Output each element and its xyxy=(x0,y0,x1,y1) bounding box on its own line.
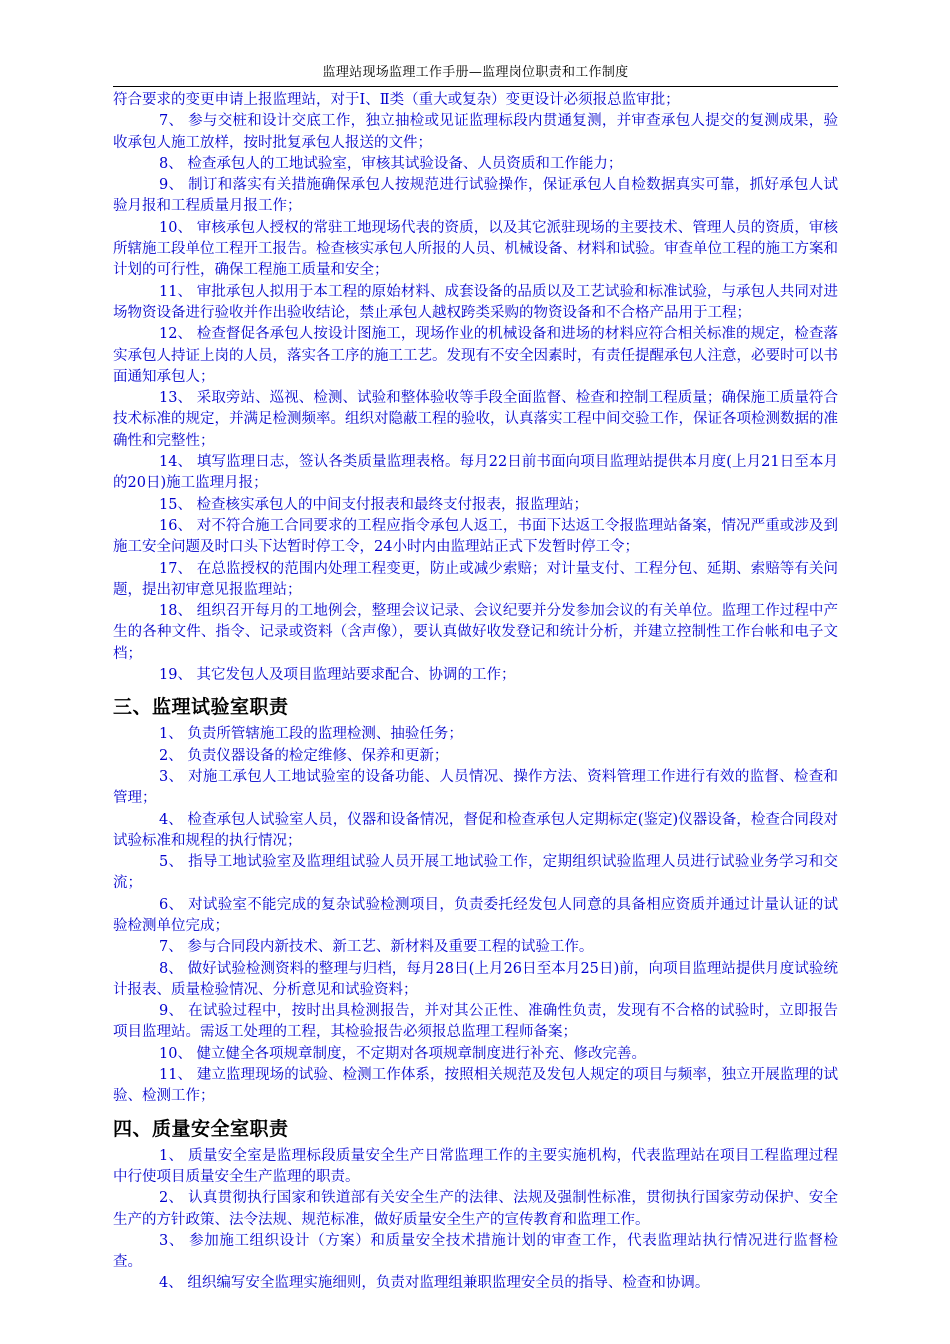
list-item: 12、 检查督促各承包人按设计图施工，现场作业的机械设备和进场的材料应符合相关标准的规定，检查落实承包人持证上岗的人员，落实各工序的施工工艺。发现有不安全因素时，有责任提醒承包人注意，必要时可以书面通知承包人； xyxy=(113,326,838,385)
list-item: 1、 负责所管辖施工段的监理检测、抽验任务； xyxy=(159,726,463,743)
list-item: 16、 对不符合施工合同要求的工程应指令承包人返工，书面下达返工令报监理站备案，情况严重或涉及到施工安全问题及时口头下达暂时停工令，24小时内由监理站正式下发暂时停工令； xyxy=(113,517,838,556)
document-body xyxy=(113,90,838,1295)
list-item: 11、 建立监理现场的试验、检测工作体系，按照相关规范及发包人规定的项目与频率，独立开展监理的试验、检测工作； xyxy=(113,1067,838,1105)
list-item: 19、 其它发包人及项目监理站要求配合、协调的工作； xyxy=(159,667,516,684)
list-item: 7、 参与交桩和设计交底工作，独立抽检或见证监理标段内贯通复测，并审查承包人提交的复测成果，验收承包人施工放样，按时批复承包人报送的文件； xyxy=(113,113,838,151)
document-page xyxy=(113,64,838,1295)
list-item: 6、 对试验室不能完成的复杂试验检测项目，负责委托经发包人同意的具备相应资质并通过计量认证的试验检测单位完成； xyxy=(113,896,838,934)
list-item: 15、 检查核实承包人的中间支付报表和最终支付报表，报监理站； xyxy=(159,496,589,513)
list-item: 14、 填写监理日志，签认各类质量监理表格。每月22日前书面向项目监理站提供本月度(上月21日至本月的20日)施工监理月报； xyxy=(113,454,838,492)
page-header: 监理站现场监理工作手册—监理岗位职责和工作制度 xyxy=(113,64,838,87)
list-item: 18、 组织召开每月的工地例会，整理会议记录、会议纪要并分发参加会议的有关单位。监理工作过程中产生的各种文件、指令、记录或资料（含声像），要认真做好收发登记和统计分析，并建立控制性工作台帐和电子文档； xyxy=(113,603,838,662)
paragraph-continued: 符合要求的变更申请上报监理站，对于Ⅰ、Ⅱ类（重大或复杂）变更设计必须报总监审批； xyxy=(113,92,680,108)
list-item: 9、 在试验过程中，按时出具检测报告，并对其公正性、准确性负责，发现有不合格的试验时，立即报告项目监理站。需返工处理的工程，其检验报告必须报总监理工程师备案； xyxy=(113,1003,838,1041)
list-item: 4、 检查承包人试验室人员，仪器和设备情况，督促和检查承包人定期标定(鉴定)仪器设备，检查合同段对试验标准和规程的执行情况； xyxy=(113,811,838,849)
section-heading-lab: 三、监理试验室职责 xyxy=(113,696,289,719)
list-item: 3、 对施工承包人工地试验室的设备功能、人员情况、操作方法、资料管理工作进行有效的监督、检查和管理； xyxy=(113,768,838,807)
list-item: 8、 检查承包人的工地试验室，审核其试验设备、人员资质和工作能力； xyxy=(159,155,623,172)
list-item: 5、 指导工地试验室及监理组试验人员开展工地试验工作，定期组织试验监理人员进行试验业务学习和交流； xyxy=(113,854,838,892)
list-item: 8、 做好试验检测资料的整理与归档，每月28日(上月26日至本月25日)前，向项目监理站提供月度试验统计报表、质量检验情况、分析意见和试验资料； xyxy=(113,960,838,998)
list-item: 2、 负责仪器设备的检定维修、保养和更新； xyxy=(159,747,449,764)
list-item: 9、 制订和落实有关措施确保承包人按规范进行试验操作，保证承包人自检数据真实可靠，抓好承包人试验月报和工程质量月报工作； xyxy=(113,177,838,215)
list-item: 10、 健立健全各项规章制度，不定期对各项规章制度进行补充、修改完善。 xyxy=(159,1045,647,1062)
list-item: 10、 审核承包人授权的常驻工地现场代表的资质，以及其它派驻现场的主要技术、管理人员的资质，审核所辖施工段单位工程开工报告。检查核实承包人所报的人员、机械设备、材料和试验。审查单位工程的施工方案和计划的可行性，确保工程施工质量和安全； xyxy=(113,219,838,279)
section-heading-quality-safety: 四、质量安全室职责 xyxy=(113,1117,289,1140)
list-item: 11、 审批承包人拟用于本工程的原始材料、成套设备的品质以及工艺试验和标准试验，与承包人共同对进场物资设备进行验收并作出验收结论，禁止承包人越权跨类采购的物资设备和不合格产品用于工程； xyxy=(113,283,838,321)
list-item: 3、 参加施工组织设计（方案）和质量安全技术措施计划的审查工作，代表监理站执行情况进行监督检查。 xyxy=(113,1232,838,1271)
list-item: 7、 参与合同段内新技术、新工艺、新材料及重要工程的试验工作。 xyxy=(159,939,594,956)
list-item: 4、 组织编写安全监理实施细则，负责对监理组兼职监理安全员的指导、检查和协调。 xyxy=(159,1275,710,1292)
list-item: 1、 质量安全室是监理标段质量安全生产日常监理工作的主要实施机构，代表监理站在项目工程监理过程中行使项目质量安全生产监理的职责。 xyxy=(113,1147,838,1185)
list-item: 2、 认真贯彻执行国家和铁道部有关安全生产的法律、法规及强制性标准，贯彻执行国家劳动保护、安全生产的方针政策、法令法规、规范标准，做好质量安全生产的宣传教育和监理工作。 xyxy=(113,1190,838,1228)
list-item: 17、 在总监授权的范围内处理工程变更，防止或减少索赔；对计量支付、工程分包、延期、索赔等有关问题，提出初审意见报监理站； xyxy=(113,560,838,598)
list-item: 13、 采取旁站、巡视、检测、试验和整体验收等手段全面监督、检查和控制工程质量；确保施工质量符合技术标准的规定，并满足检测频率。组织对隐蔽工程的验收，认真落实工程中间交验工作，保证各项检测数据的准确性和完整性； xyxy=(113,390,838,449)
